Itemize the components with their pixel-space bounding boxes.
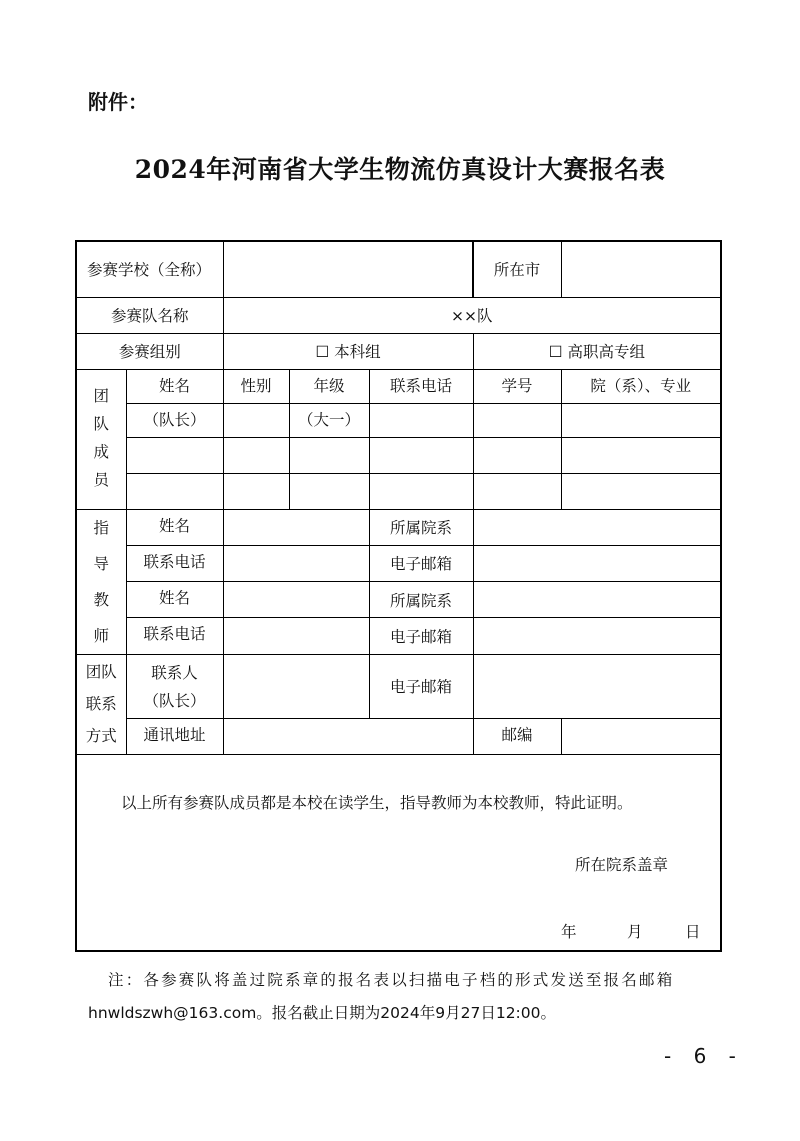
advisor-phone-cell[interactable] (223, 618, 369, 654)
members-header-id: 学号 (473, 369, 561, 403)
member-row (76, 437, 721, 473)
advisor-phone-label: 联系电话 (126, 618, 223, 654)
advisor-phone-label: 联系电话 (126, 545, 223, 581)
team-name-value[interactable]: ××队 (223, 297, 721, 333)
members-header-grade: 年级 (289, 369, 369, 403)
advisor-email-label: 电子邮箱 (369, 618, 473, 654)
registration-form-table (75, 240, 722, 952)
certification-statement: 以上所有参赛队成员都是本校在读学生，指导教师为本校教师，特此证明。 (121, 793, 633, 812)
contact-email-cell[interactable] (473, 654, 721, 718)
contact-email-label: 电子邮箱 (369, 654, 473, 718)
postcode-label: 邮编 (473, 718, 561, 754)
member-row (76, 473, 721, 509)
advisor-phone-cell[interactable] (223, 545, 369, 581)
school-row (76, 241, 721, 297)
advisor-name-label: 姓名 (126, 582, 223, 618)
member-name-cell[interactable] (126, 473, 223, 509)
form-title: 2024年河南省大学生物流仿真设计大赛报名表 (134, 155, 666, 184)
attachment-label: 附件： (88, 90, 148, 114)
group-option-vocational[interactable]: ☐ 高职高专组 (473, 333, 721, 369)
members-header-name: 姓名 (126, 369, 223, 403)
members-header-dept: 院（系）、专业 (561, 369, 721, 403)
advisor-name-cell[interactable] (223, 582, 369, 618)
advisor-row (76, 545, 721, 581)
contact-section-label: 团队联系方式 (76, 654, 126, 754)
certification-cell (76, 754, 721, 951)
members-header-gender: 性别 (223, 369, 289, 403)
school-input-cell[interactable] (223, 241, 473, 297)
member-gender-cell[interactable] (223, 437, 289, 473)
certification-row (76, 754, 721, 951)
date-day-label: 日 (685, 922, 701, 941)
contact-person-label (126, 654, 223, 718)
member-dept-cell[interactable] (561, 437, 721, 473)
member-row (76, 403, 721, 437)
team-name-row (76, 297, 721, 333)
member-dept-cell[interactable] (561, 403, 721, 437)
group-option-undergrad[interactable]: ☐ 本科组 (223, 333, 473, 369)
city-label: 所在市 (473, 241, 561, 297)
member-phone-cell[interactable] (369, 437, 473, 473)
member-id-cell[interactable] (473, 473, 561, 509)
date-month-label: 月 (627, 922, 643, 941)
advisor-dept-cell[interactable] (473, 582, 721, 618)
member-phone-cell[interactable] (369, 473, 473, 509)
note-line-1: 注：各参赛队将盖过院系章的报名表以扫描电子档的形式发送至报名邮箱 (108, 971, 675, 989)
members-header-row (76, 369, 721, 403)
members-header-phone: 联系电话 (369, 369, 473, 403)
advisor-dept-label: 所属院系 (369, 582, 473, 618)
address-row (76, 718, 721, 754)
city-input-cell[interactable] (561, 241, 721, 297)
leader-grade-note[interactable]: （大一） (289, 403, 369, 437)
member-id-cell[interactable] (473, 403, 561, 437)
advisor-row (76, 618, 721, 654)
address-cell[interactable] (223, 718, 473, 754)
note-line-2: hnwldszwh@163.com。报名截止日期为2024年9月27日12:00。 (88, 1004, 556, 1022)
postcode-cell[interactable] (561, 718, 721, 754)
member-grade-cell[interactable] (289, 437, 369, 473)
contact-person-text: 联系人 (151, 664, 198, 682)
advisor-row (76, 582, 721, 618)
group-label: 参赛组别 (76, 333, 223, 369)
member-gender-cell[interactable] (223, 403, 289, 437)
team-name-label: 参赛队名称 (76, 297, 223, 333)
contact-row (76, 654, 721, 718)
member-phone-cell[interactable] (369, 403, 473, 437)
school-label: 参赛学校（全称） (76, 241, 223, 297)
contact-person-cell[interactable] (223, 654, 369, 718)
advisor-email-cell[interactable] (473, 618, 721, 654)
group-row (76, 333, 721, 369)
advisor-dept-cell[interactable] (473, 509, 721, 545)
leader-name-note[interactable]: （队长） (126, 403, 223, 437)
advisor-dept-label: 所属院系 (369, 509, 473, 545)
advisor-name-cell[interactable] (223, 509, 369, 545)
contact-leader-note: （队长） (143, 692, 206, 710)
advisor-row (76, 509, 721, 545)
member-id-cell[interactable] (473, 437, 561, 473)
page-number: - 6 - (664, 1044, 744, 1068)
address-label: 通讯地址 (126, 718, 223, 754)
member-dept-cell[interactable] (561, 473, 721, 509)
member-gender-cell[interactable] (223, 473, 289, 509)
advisor-email-label: 电子邮箱 (369, 545, 473, 581)
advisors-section-label: 指导教师 (76, 509, 126, 654)
date-year-label: 年 (561, 922, 577, 941)
seal-label: 所在院系盖章 (575, 855, 669, 874)
advisor-email-cell[interactable] (473, 545, 721, 581)
member-name-cell[interactable] (126, 437, 223, 473)
advisor-name-label: 姓名 (126, 509, 223, 545)
member-grade-cell[interactable] (289, 473, 369, 509)
members-section-label: 团队成员 (76, 369, 126, 509)
